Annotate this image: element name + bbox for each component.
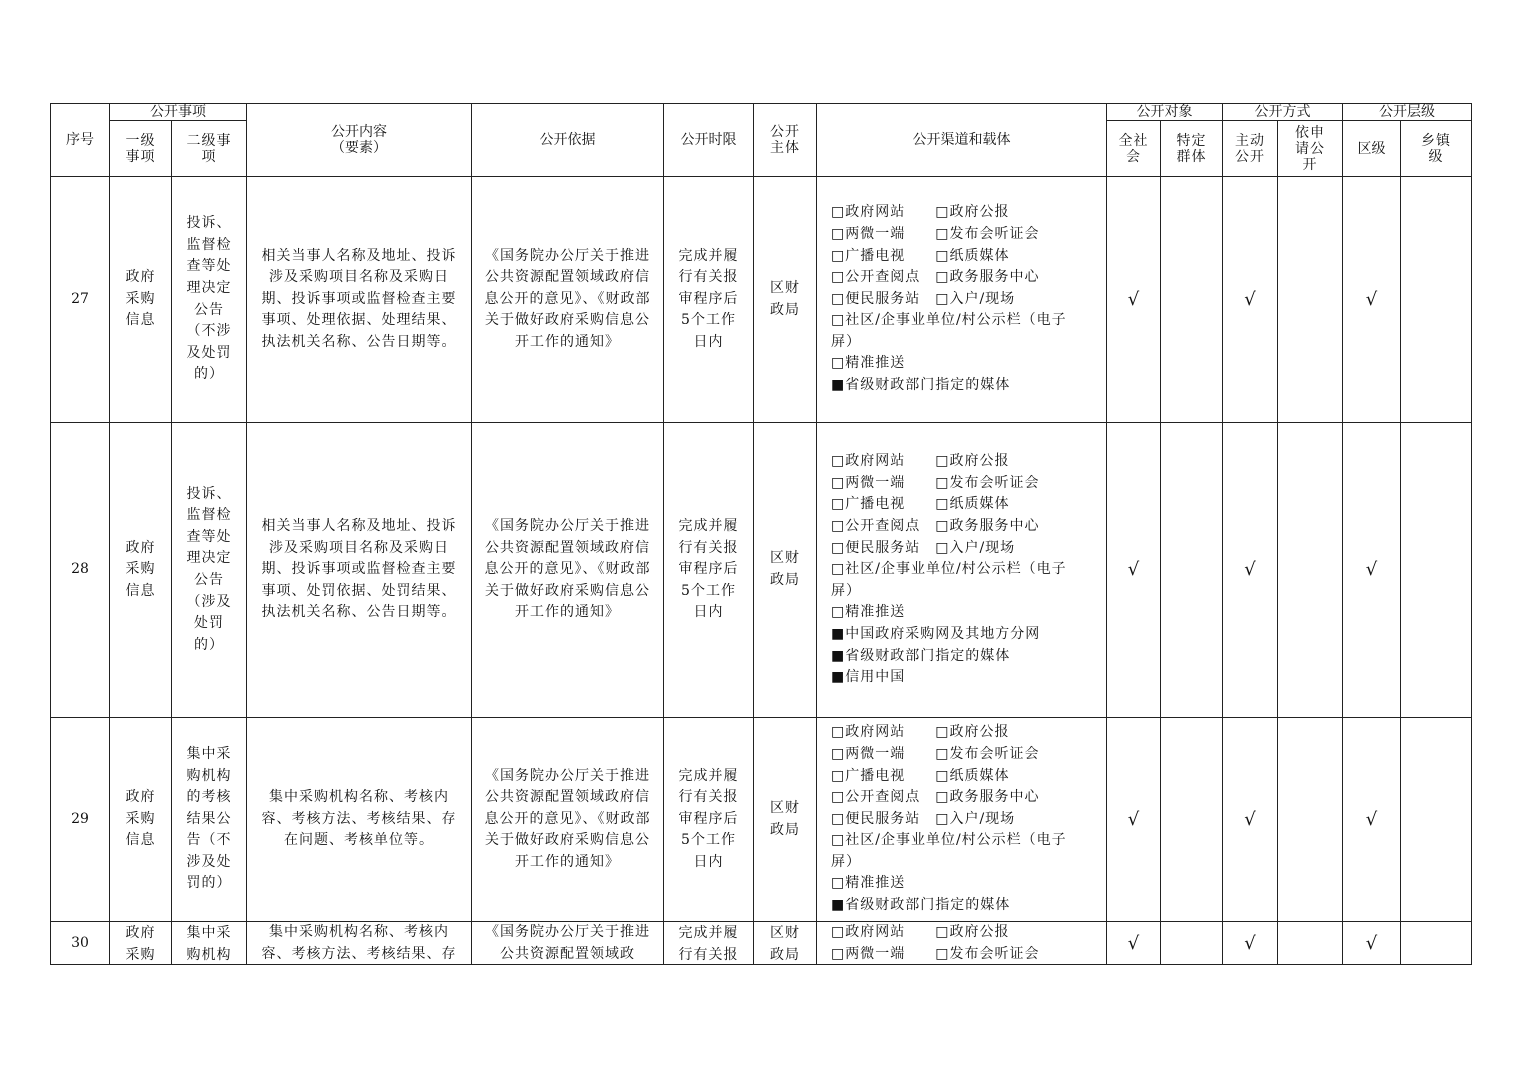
row-basis-text: 《国务院办公厅关于推进公共资源配置领域政 [485,924,650,962]
row-content [247,922,472,965]
row-level1-text: 政府采购 [125,925,156,963]
row-level1-text: 政府采购信息 [125,539,156,599]
row-township-check [1401,718,1472,922]
channel-line: □政府网站 □政府公报 [831,204,1010,221]
row-whole-society-check: √ [1107,423,1161,718]
row-seq: 28 [51,423,110,718]
channel-line: □广播电视 □纸质媒体 [831,247,1010,264]
channel-line: □两微一端 □发布会听证会 [831,225,1040,242]
channel-line: □社区/企事业单位/村公示栏（电子 [831,561,1067,578]
channel-line: □精准推送 [831,355,906,372]
row-whole-society-check: √ [1107,922,1161,965]
row-specific-group-check [1161,177,1223,423]
header-level-group: 公开层级 [1343,104,1472,121]
row-deadline-text: 完成并履行有关报审程序后5个工作日内 [678,247,739,350]
row-district-check: √ [1343,423,1401,718]
header-on-request-text: 依申请公开 [1295,124,1325,173]
row-channels [817,718,1107,922]
row-content: 相关当事人名称及地址、投诉涉及采购项目名称及采购日期、投诉事项或监督检查主要事项、处罚依据、处罚结果、执法机关名称、公告日期等。 [247,423,472,718]
header-content-line1: 公开内容 [331,124,387,140]
row-specific-group-check [1161,922,1223,965]
header-level2-text: 二级事项 [186,132,232,165]
header-level1-text: 一级事项 [125,132,156,165]
row-channels [817,177,1107,423]
row-subject-text: 区财政局 [770,550,800,588]
row-level2 [172,718,247,922]
row-specific-group-check [1161,718,1223,922]
row-township-check [1401,177,1472,423]
row-level1 [110,423,172,718]
channel-line: ■省级财政部门指定的媒体 [831,897,1011,914]
row-channels [817,423,1107,718]
row-district-check: √ [1343,718,1401,922]
row-content: 集中采购机构名称、考核内容、考核方法、考核结果、存在问题、考核单位等。 [247,718,472,922]
header-items-group: 公开事项 [110,104,247,121]
row-basis: 《国务院办公厅关于推进公共资源配置领域政府信息公开的意见》、《财政部关于做好政府采购信息公开工作的通知》 [472,423,664,718]
row-level2 [172,423,247,718]
channel-line: ■中国政府采购网及其地方分网 [831,625,1041,642]
row-active-check: √ [1223,177,1278,423]
row-level1 [110,922,172,965]
row-seq: 29 [51,718,110,922]
header-level2 [172,121,247,177]
row-subject-text: 区财政局 [770,799,800,838]
row-seq: 27 [51,177,110,423]
table-header [51,104,1472,177]
row-subject-text: 区财政局 [770,279,800,318]
header-deadline: 公开时限 [664,104,754,177]
channel-line: 屏） [831,333,861,350]
row-subject [754,177,817,423]
row-level2-text: 集中采购机构 [186,925,232,963]
row-subject-text: 区财政局 [770,925,800,963]
row-deadline [664,922,754,965]
table-body [51,177,1472,965]
row-district-check: √ [1343,922,1401,965]
channel-line: □政府网站 □政府公报 [831,453,1010,470]
header-specific-group [1161,121,1223,177]
row-level1-text: 政府采购信息 [125,269,156,329]
channel-line: □公开查阅点 □政务服务中心 [831,789,1040,806]
channel-line: ■省级财政部门指定的媒体 [831,647,1011,664]
channel-line: □精准推送 [831,604,906,621]
header-district: 区级 [1343,121,1401,177]
channel-line: □公开查阅点 □政务服务中心 [831,269,1040,286]
header-subject [754,104,817,177]
row-district-check: √ [1343,177,1401,423]
row-on-request-check [1278,177,1343,423]
header-specific-group-text: 特定群体 [1176,132,1207,165]
header-township [1401,121,1472,177]
row-basis [472,922,664,965]
header-active [1223,121,1278,177]
header-active-text: 主动公开 [1235,132,1265,165]
channel-line: □精准推送 [831,875,906,892]
channel-line: □政府网站 □政府公报 [831,924,1010,940]
channel-line: 屏） [831,582,861,599]
row-channels [817,922,1107,965]
row-deadline-text: 完成并履行有关报审程序后5个工作日内 [678,518,739,621]
row-deadline-text: 完成并履行有关报审程序后5个工作日内 [678,767,739,870]
channel-line: □两微一端 □发布会听证会 [831,945,1040,962]
header-on-request [1278,121,1343,177]
row-content-text: 集中采购机构名称、考核内容、考核方法、考核结果、存 [261,924,457,962]
row-basis: 《国务院办公厅关于推进公共资源配置领域政府信息公开的意见》、《财政部关于做好政府采购信息公开工作的通知》 [472,718,664,922]
channel-line: □便民服务站 □入户/现场 [831,810,1016,827]
row-content: 相关当事人名称及地址、投诉涉及采购项目名称及采购日期、投诉事项或监督检查主要事项、处理依据、处理结果、执法机关名称、公告日期等。 [247,177,472,423]
table-row [51,718,1472,922]
row-whole-society-check: √ [1107,718,1161,922]
channel-line: □两微一端 □发布会听证会 [831,745,1040,762]
row-deadline-text: 完成并履行有关报 [678,925,739,963]
row-active-check: √ [1223,922,1278,965]
channel-line: □便民服务站 □入户/现场 [831,539,1016,556]
header-township-text: 乡镇级 [1421,132,1451,165]
row-level2 [172,177,247,423]
row-on-request-check [1278,922,1343,965]
header-channel: 公开渠道和载体 [817,104,1107,177]
header-whole-society [1107,121,1161,177]
channel-line: ■信用中国 [831,669,906,686]
row-whole-society-check: √ [1107,177,1161,423]
row-township-check [1401,423,1472,718]
table-row [51,177,1472,423]
channel-line: ■省级财政部门指定的媒体 [831,377,1011,394]
row-level2-text: 投诉、监督检查等处理决定公告（涉及处罚的） [186,485,232,653]
header-content-line2: （要素） [331,140,387,156]
header-subject-text: 公开主体 [770,124,800,156]
row-active-check: √ [1223,423,1278,718]
header-seq: 序号 [51,104,110,177]
row-active-check: √ [1223,718,1278,922]
channel-line: □政府网站 □政府公报 [831,724,1010,741]
row-subject [754,423,817,718]
header-content [247,104,472,177]
channel-line: □社区/企事业单位/村公示栏（电子 [831,312,1067,329]
header-whole-society-text: 全社会 [1118,132,1149,165]
row-on-request-check [1278,718,1343,922]
row-level1 [110,177,172,423]
channel-line: □社区/企事业单位/村公示栏（电子 [831,832,1067,849]
row-level2-text: 集中采购机构的考核结果公告（不涉及处罚的） [186,745,232,892]
header-level1 [110,121,172,177]
row-deadline [664,177,754,423]
row-township-check [1401,922,1472,965]
channel-line: □便民服务站 □入户/现场 [831,290,1016,307]
disclosure-table [50,103,1472,965]
header-target-group: 公开对象 [1107,104,1223,121]
row-deadline [664,423,754,718]
channel-line: □两微一端 □发布会听证会 [831,474,1040,491]
channel-line: 屏） [831,853,861,870]
row-on-request-check [1278,423,1343,718]
row-seq: 30 [51,922,110,965]
channel-line: □公开查阅点 □政务服务中心 [831,518,1040,535]
row-level2-text: 投诉、监督检查等处理决定公告（不涉及处罚的） [186,215,232,383]
table-row [51,423,1472,718]
channel-line: □广播电视 □纸质媒体 [831,496,1010,513]
row-basis: 《国务院办公厅关于推进公共资源配置领域政府信息公开的意见》、《财政部关于做好政府采购信息公开工作的通知》 [472,177,664,423]
header-mode-group: 公开方式 [1223,104,1343,121]
table-row [51,922,1472,965]
row-level1-text: 政府采购信息 [125,789,156,849]
channel-line: □广播电视 □纸质媒体 [831,767,1010,784]
row-level2 [172,922,247,965]
row-specific-group-check [1161,423,1223,718]
header-basis: 公开依据 [472,104,664,177]
row-subject [754,922,817,965]
row-subject [754,718,817,922]
row-deadline [664,718,754,922]
row-level1 [110,718,172,922]
